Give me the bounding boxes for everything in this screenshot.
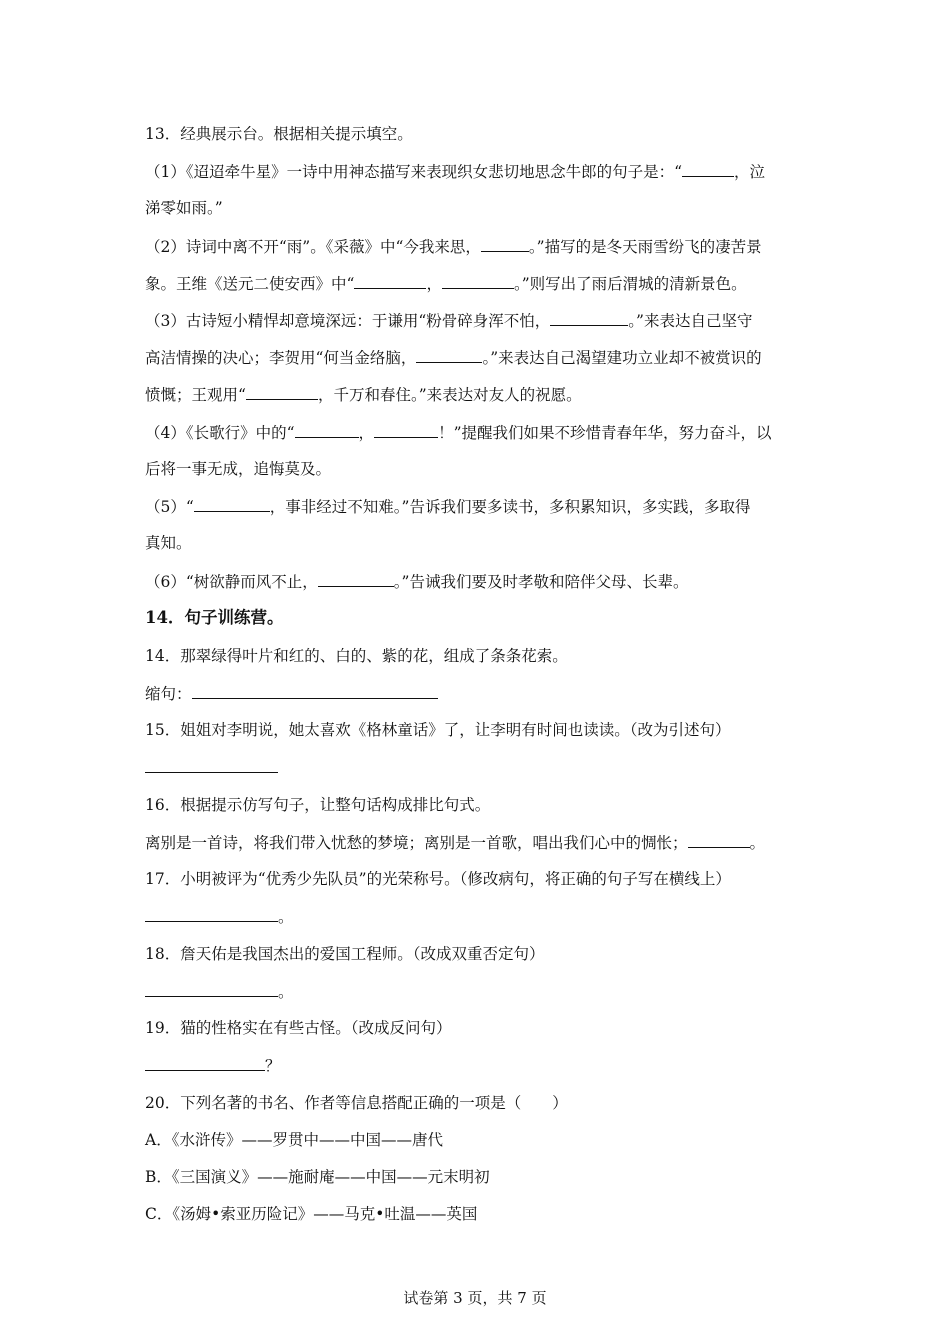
q13-item-2-line-2: 象。王维《送元二使安西》中“ ， 。”则写出了雨后渭城的清新景色。	[145, 275, 747, 293]
answer-blank[interactable]	[354, 273, 426, 289]
q13-item-4-line-1: （4）《长歌行》中的“ ， ！”提醒我们如果不珍惜青春年华，努力奋斗，以	[145, 424, 772, 442]
q13-item-6: （6）“树欲静而风不止， 。”告诫我们要及时孝敬和陪伴父母、长辈。	[145, 573, 689, 591]
q13-item-1-line-1: （1）《迢迢牵牛星》一诗中用神态描写来表现织女悲切地思念牛郎的句子是：“ ，泣	[145, 163, 766, 181]
q13-item-2-line-1: （2）诗词中离不开“雨”。《采薇》中“今我来思， 。”描写的是冬天雨雪纷飞的凄苦景	[145, 238, 762, 256]
answer-blank[interactable]	[481, 236, 529, 252]
q13-item-3-line-1: （3）古诗短小精悍却意境深远：于谦用“粉骨碎身浑不怕， 。”来表达自己坚守	[145, 312, 753, 330]
answer-blank[interactable]	[145, 981, 278, 997]
q13-item-3-line-2: 高洁情操的决心；李贺用“何当金络脑， 。”来表达自己渴望建功立业却不被赏识的	[145, 349, 762, 367]
answer-blank[interactable]	[442, 273, 514, 289]
q15-answer-line	[145, 757, 278, 778]
q13-item-5-line-2: 真知。	[145, 534, 192, 552]
answer-blank[interactable]	[374, 422, 438, 438]
answer-blank[interactable]	[194, 496, 270, 512]
q18-answer-line: 。	[145, 981, 294, 1002]
q18-text: 18．詹天佑是我国杰出的爱国工程师。（改成双重否定句）	[145, 945, 545, 963]
q14-answer-line: 缩句：	[145, 683, 438, 704]
q19-answer-line: ？	[145, 1055, 281, 1076]
q13-item-3-line-3: 愤慨；王观用“ ，千万和春住。”来表达对友人的祝愿。	[145, 386, 582, 404]
q13-item-1-line-2: 涕零如雨。”	[145, 199, 223, 217]
q19-text: 19．猫的性格实在有些古怪。（改成反问句）	[145, 1019, 452, 1037]
answer-blank[interactable]	[192, 683, 438, 699]
q13-item-4-line-2: 后将一事无成，追悔莫及。	[145, 460, 332, 478]
q20-text: 20．下列名著的书名、作者等信息搭配正确的一项是（ ）	[145, 1094, 568, 1112]
answer-blank[interactable]	[295, 422, 359, 438]
answer-blank[interactable]	[550, 310, 628, 326]
q14-text: 14．那翠绿得叶片和红的、白的、紫的花，组成了条条花索。	[145, 647, 568, 665]
q17-answer-line: 。	[145, 906, 294, 927]
page-footer: 试卷第 3 页，共 7 页	[403, 1289, 547, 1307]
answer-blank[interactable]	[145, 757, 278, 773]
q13-item-5-line-1: （5）“ ，事非经过不知难。”告诉我们要多读书，多积累知识，多实践，多取得	[145, 498, 751, 516]
q16-text: 16．根据提示仿写句子，让整句话构成排比句式。	[145, 796, 491, 814]
answer-blank[interactable]	[682, 161, 734, 177]
q13-title: 13．经典展示台。根据相关提示填空。	[145, 125, 413, 143]
q20-option-c[interactable]: C．《汤姆•索亚历险记》——马克•吐温——英国	[145, 1205, 478, 1223]
answer-blank[interactable]	[145, 1055, 265, 1071]
q15-text: 15．姐姐对李明说，她太喜欢《格林童话》了，让李明有时间也读读。（改为引述句）	[145, 721, 731, 739]
answer-blank[interactable]	[246, 384, 318, 400]
answer-blank[interactable]	[416, 347, 482, 363]
q16-line: 离别是一首诗，将我们带入忧愁的梦境；离别是一首歌，唱出我们心中的惆怅； 。	[145, 834, 766, 852]
q20-option-b[interactable]: B．《三国演义》——施耐庵——中国——元末明初	[145, 1168, 490, 1186]
answer-blank[interactable]	[145, 906, 278, 922]
answer-blank[interactable]	[688, 832, 750, 848]
section-heading: 14．句子训练营。	[145, 608, 284, 627]
q17-text: 17．小明被评为“优秀少先队员”的光荣称号。（修改病句，将正确的句子写在横线上）	[145, 870, 731, 888]
answer-blank[interactable]	[318, 571, 394, 587]
q20-option-a[interactable]: A．《水浒传》——罗贯中——中国——唐代	[145, 1131, 443, 1149]
